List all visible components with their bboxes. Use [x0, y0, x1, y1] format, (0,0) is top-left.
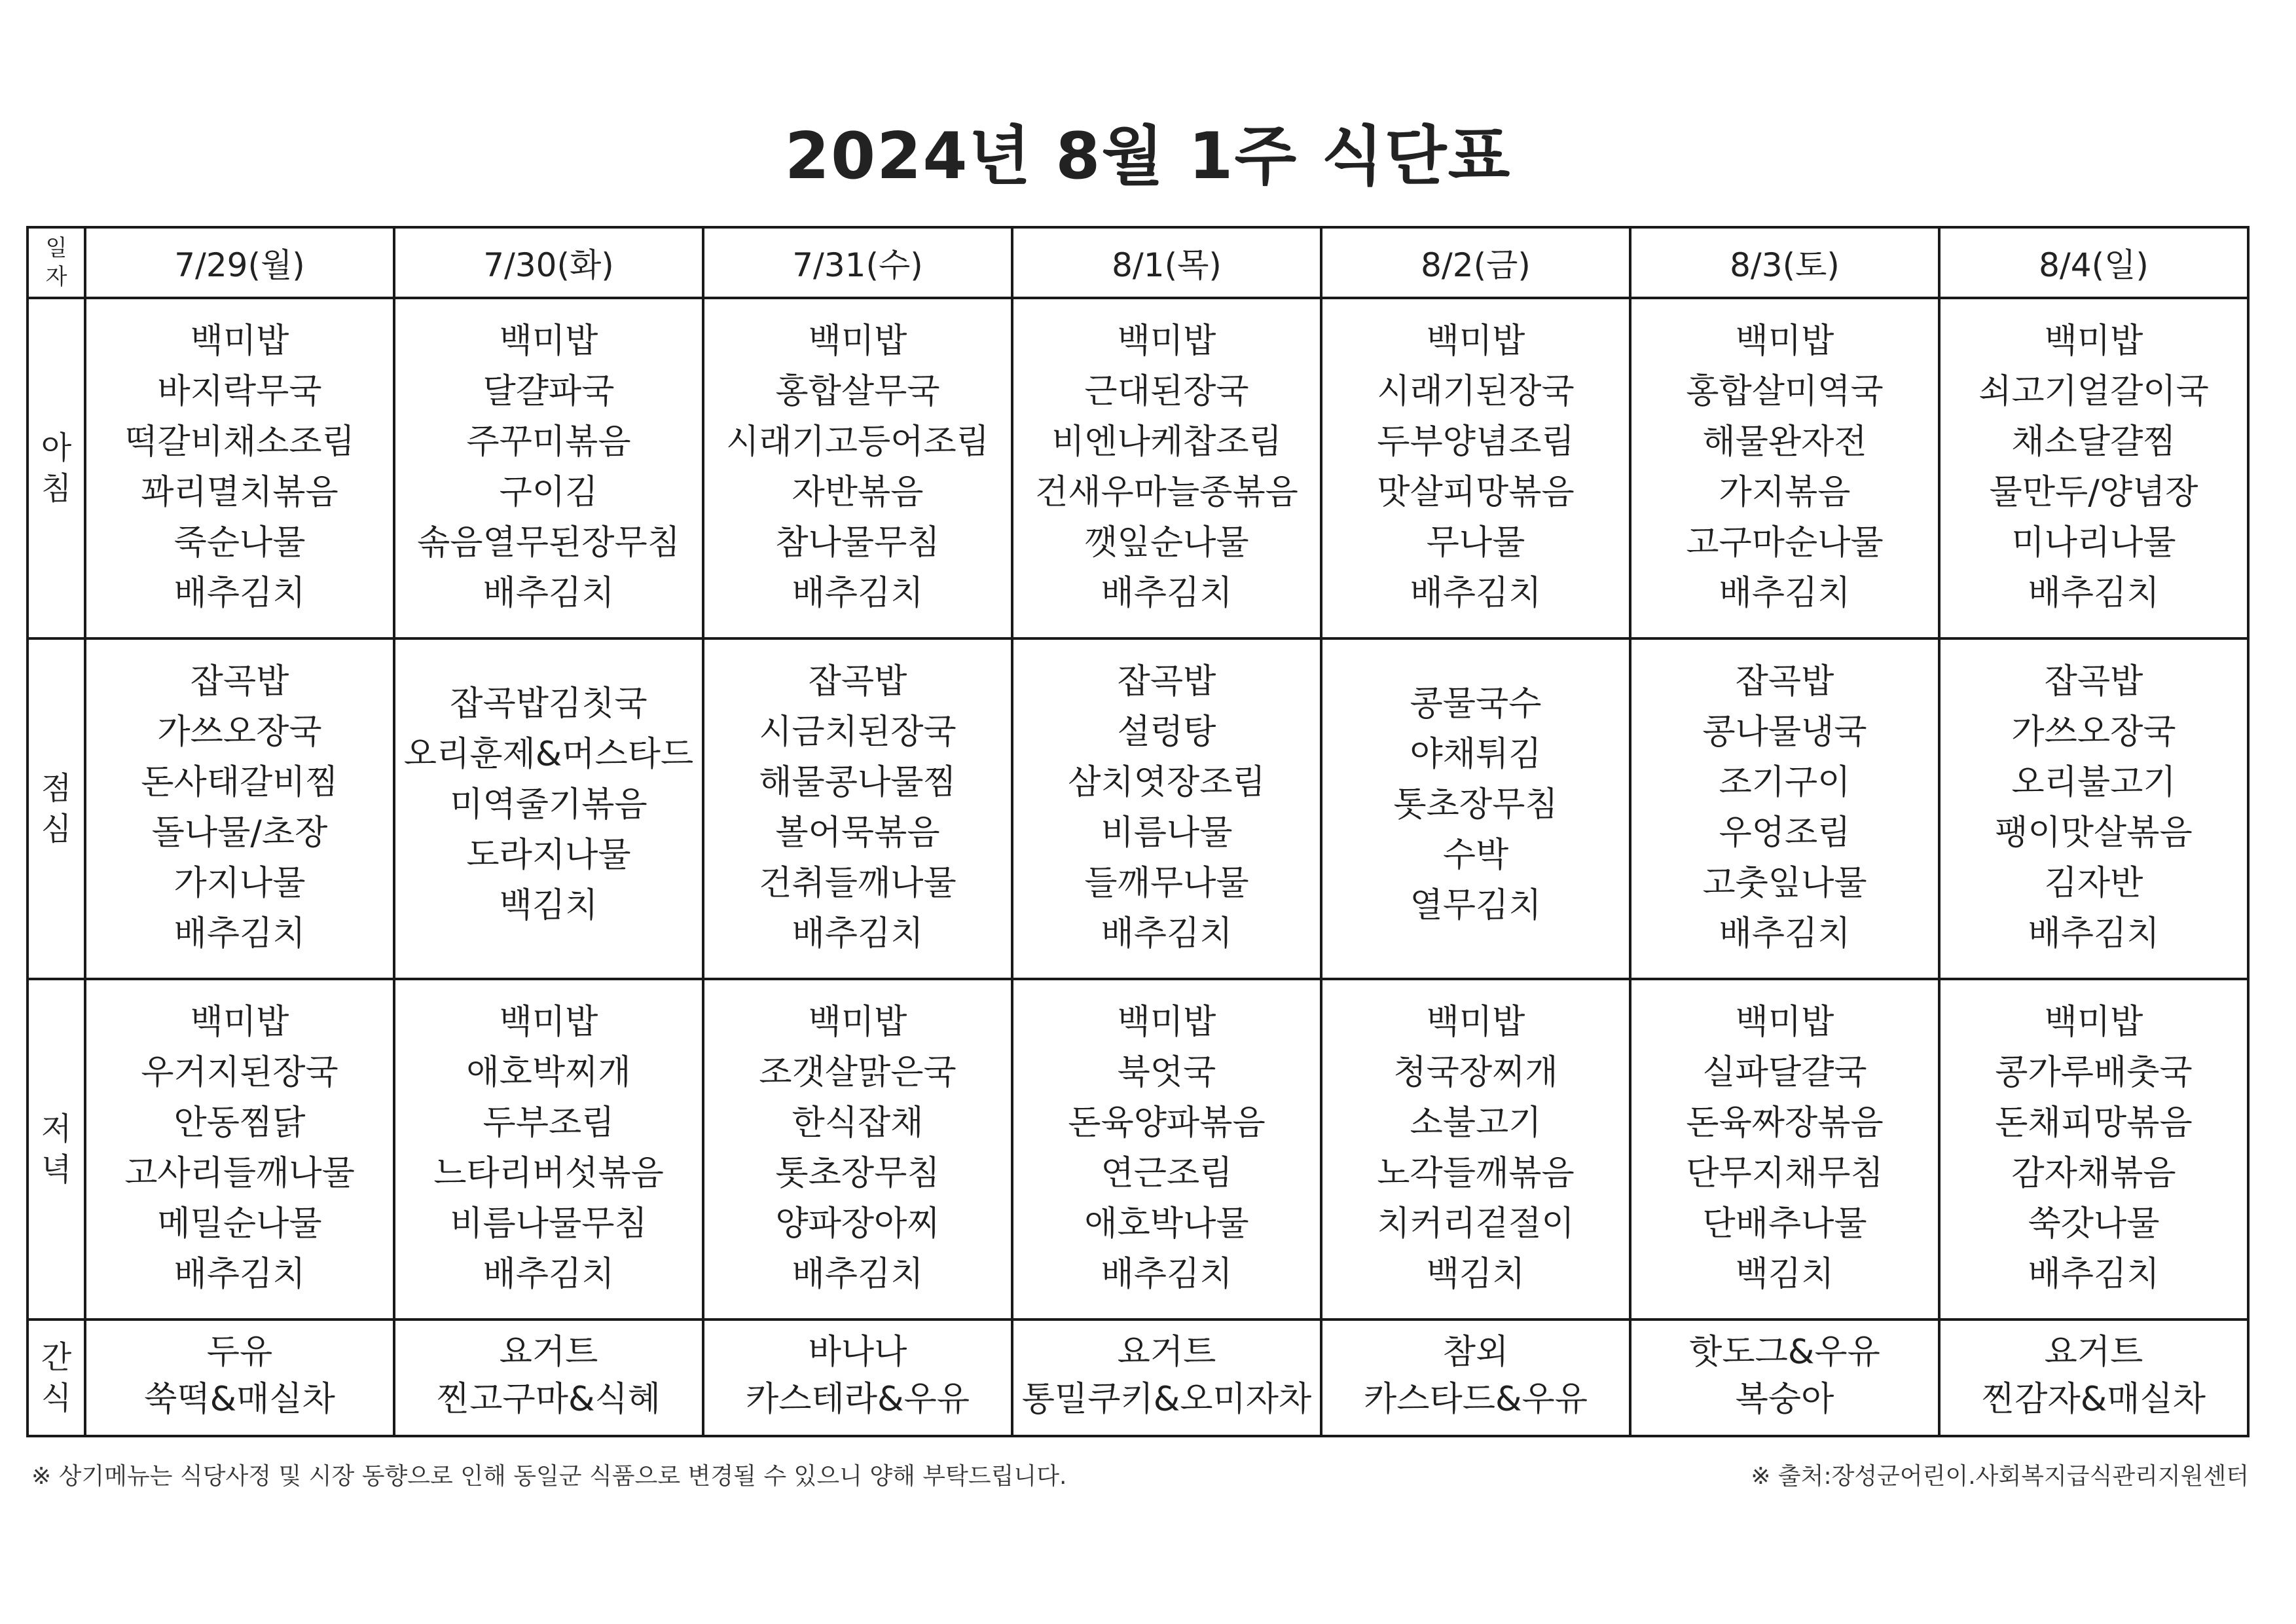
menu-item: 잡곡밥: [1735, 662, 1834, 701]
menu-item: 통밀쿠키&오미자차: [1021, 1380, 1312, 1419]
menu-item: 백미밥: [2044, 322, 2143, 361]
menu-item: 고구마순나물: [1686, 523, 1884, 563]
menu-item: 시래기고등어조림: [726, 422, 989, 462]
menu-item: 소불고기: [1410, 1103, 1542, 1143]
menu-item: 백미밥: [190, 322, 289, 361]
menu-item: 건취들깨나물: [759, 864, 957, 903]
menu-item: 백미밥: [808, 322, 907, 361]
menu-item: 카스테라&우유: [746, 1380, 970, 1419]
menu-item: 배추김치: [2028, 1255, 2160, 1294]
meal-label-char: 침: [41, 470, 72, 507]
menu-item: 배추김치: [483, 1255, 615, 1294]
menu-cell: [85, 1320, 394, 1436]
menu-item: 복숭아: [1735, 1380, 1834, 1419]
menu-item: 배추김치: [173, 914, 306, 953]
menu-item: 느타리버섯볶음: [433, 1154, 664, 1193]
date-cell: 7/29(월): [85, 227, 394, 298]
menu-item: 콩물국수: [1410, 684, 1542, 724]
footer-source: ※ 출처:장성군어린이.사회복지급식관리지원센터: [1751, 1463, 2249, 1490]
menu-item: 찐고구마&식혜: [437, 1380, 661, 1419]
date-cell: 8/4(일): [1939, 227, 2248, 298]
menu-item: 참외: [1442, 1333, 1509, 1372]
menu-item: 백미밥: [190, 1003, 289, 1042]
meal-label-char: 점: [41, 770, 72, 807]
menu-item: 주꾸미볶음: [466, 422, 631, 462]
menu-item: 배추김치: [792, 1255, 924, 1294]
menu-item: 요거트: [1117, 1333, 1216, 1372]
menu-cell: [1321, 298, 1630, 638]
menu-item: 돈사태갈비찜: [141, 763, 338, 802]
menu-item: 시금치된장국: [759, 712, 957, 752]
menu-item: 메밀순나물: [157, 1204, 322, 1244]
menu-item: 북엇국: [1117, 1053, 1216, 1092]
menu-item: 백미밥: [1426, 1003, 1525, 1042]
menu-item: 감자채볶음: [2011, 1154, 2176, 1193]
menu-item: 두부조림: [483, 1103, 615, 1143]
snack-row: [27, 1320, 2248, 1436]
menu-item: 달걀파국: [483, 372, 615, 411]
menu-item: 비름나물: [1101, 813, 1233, 853]
menu-item: 단배추나물: [1702, 1204, 1867, 1244]
menu-item: 팽이맛살볶음: [1995, 813, 2193, 853]
date-cell: 8/2(금): [1321, 227, 1630, 298]
menu-item: 잡곡밥김칫국: [450, 684, 647, 724]
menu-cell: [394, 1320, 703, 1436]
menu-item: 애호박찌개: [466, 1053, 631, 1092]
menu-cell: [394, 979, 703, 1320]
meal-label-char: 저: [41, 1111, 72, 1147]
menu-item: 애호박나물: [1084, 1204, 1249, 1244]
menu-item: 콩나물냉국: [1702, 712, 1867, 752]
meal-label-char: 간: [41, 1339, 72, 1376]
date-label-char: 자: [45, 264, 67, 290]
menu-item: 청국장찌개: [1393, 1053, 1558, 1092]
menu-item: 잡곡밥: [1117, 662, 1216, 701]
menu-item: 떡갈비채소조림: [124, 422, 355, 462]
menu-item: 가지나물: [173, 864, 306, 903]
menu-item: 야채튀김: [1410, 735, 1542, 774]
menu-item: 배추김치: [1719, 574, 1851, 613]
meal-label-char: 식: [41, 1380, 72, 1416]
menu-item: 돈육양파볶음: [1068, 1103, 1266, 1143]
menu-cell: [1939, 638, 2248, 979]
menu-cell: [1630, 1320, 1939, 1436]
menu-item: 시래기된장국: [1377, 372, 1575, 411]
menu-item: 고사리들깨나물: [124, 1154, 355, 1193]
menu-item: 콩가루배춧국: [1995, 1053, 2193, 1092]
meal-label-char: 녁: [41, 1151, 72, 1188]
menu-item: 배추김치: [2028, 574, 2160, 613]
menu-cell: [703, 979, 1012, 1320]
menu-item: 비름나물무침: [450, 1204, 647, 1244]
dinner-label: [27, 979, 85, 1320]
menu-cell: [394, 638, 703, 979]
menu-item: 볼어묵볶음: [775, 813, 940, 853]
menu-item: 백김치: [1426, 1255, 1525, 1294]
menu-item: 돌나물/초장: [151, 813, 328, 853]
menu-item: 설렁탕: [1117, 712, 1216, 752]
menu-cell: [1939, 1320, 2248, 1436]
menu-item: 꽈리멸치볶음: [141, 473, 338, 512]
menu-item: 실파달걀국: [1702, 1053, 1867, 1092]
menu-item: 해물콩나물찜: [759, 763, 957, 802]
menu-item: 백미밥: [808, 1003, 907, 1042]
menu-item: 쇠고기얼갈이국: [1978, 372, 2209, 411]
menu-cell: [1012, 298, 1321, 638]
menu-item: 자반볶음: [792, 473, 924, 512]
menu-item: 톳초장무침: [1393, 785, 1558, 824]
menu-item: 수박: [1442, 836, 1509, 875]
menu-item: 백미밥: [1426, 322, 1525, 361]
menu-cell: [85, 298, 394, 638]
menu-cell: [1012, 638, 1321, 979]
menu-item: 바지락무국: [157, 372, 322, 411]
menu-cell: [703, 638, 1012, 979]
menu-item: 돈육짜장볶음: [1686, 1103, 1884, 1143]
menu-item: 배추김치: [2028, 914, 2160, 953]
menu-item: 백미밥: [1735, 322, 1834, 361]
menu-item: 우거지된장국: [141, 1053, 338, 1092]
menu-item: 무나물: [1426, 523, 1525, 563]
menu-item: 가지볶음: [1719, 473, 1851, 512]
menu-item: 잡곡밥: [808, 662, 907, 701]
menu-item: 도라지나물: [466, 836, 631, 875]
menu-item: 배추김치: [1719, 914, 1851, 953]
menu-item: 홍합살무국: [775, 372, 940, 411]
menu-item: 바나나: [808, 1333, 907, 1372]
date-cell: 8/1(목): [1012, 227, 1321, 298]
menu-item: 미역줄기볶음: [450, 785, 647, 824]
menu-item: 카스타드&우유: [1364, 1380, 1588, 1419]
page-title: 2024년 8월 1주 식단표: [784, 119, 1512, 194]
menu-item: 잡곡밥: [2044, 662, 2143, 701]
menu-item: 건새우마늘종볶음: [1035, 473, 1298, 512]
menu-item: 핫도그&우유: [1689, 1333, 1880, 1372]
menu-item: 미나리나물: [2011, 523, 2176, 563]
menu-item: 배추김치: [792, 574, 924, 613]
menu-item: 치커리겉절이: [1377, 1204, 1575, 1244]
menu-item: 배추김치: [1410, 574, 1542, 613]
menu-item: 오리불고기: [2011, 763, 2176, 802]
meal-label-char: 심: [41, 811, 72, 847]
meal-label-char: 아: [41, 430, 72, 466]
menu-item: 채소달걀찜: [2011, 422, 2176, 462]
menu-item: 백김치: [499, 886, 598, 925]
menu-item: 연근조림: [1101, 1154, 1233, 1193]
footer-note: ※ 상기메뉴는 식당사정 및 시장 동향으로 인해 동일군 식품으로 변경될 수 있으니 양해 부탁드립니다.: [31, 1463, 1067, 1490]
menu-item: 해물완자전: [1702, 422, 1867, 462]
menu-item: 비엔나케찹조림: [1051, 422, 1282, 462]
date-cell: 8/3(토): [1630, 227, 1939, 298]
menu-item: 백미밥: [1735, 1003, 1834, 1042]
menu-item: 단무지채무침: [1686, 1154, 1884, 1193]
menu-item: 우엉조림: [1719, 813, 1851, 853]
menu-item: 홍합살미역국: [1686, 372, 1884, 411]
date-label-cell: [27, 227, 85, 298]
menu-item: 백미밥: [1117, 1003, 1216, 1042]
menu-cell: [1939, 979, 2248, 1320]
menu-item: 안동찜닭: [173, 1103, 306, 1143]
menu-cell: [1321, 1320, 1630, 1436]
menu-cell: [703, 298, 1012, 638]
menu-cell: [1630, 638, 1939, 979]
menu-item: 돈채피망볶음: [1995, 1103, 2193, 1143]
menu-item: 조갯살맑은국: [759, 1053, 957, 1092]
menu-item: 깻잎순나물: [1084, 523, 1249, 563]
menu-item: 백미밥: [1117, 322, 1216, 361]
menu-item: 두부양념조림: [1377, 422, 1575, 462]
menu-item: 백미밥: [499, 322, 598, 361]
menu-item: 물만두/양념장: [1989, 473, 2198, 512]
menu-cell: [394, 298, 703, 638]
date-cell: 7/30(화): [394, 227, 703, 298]
menu-item: 찐감자&매실차: [1982, 1380, 2206, 1419]
menu-cell: [1012, 1320, 1321, 1436]
menu-item: 열무김치: [1410, 886, 1542, 925]
menu-cell: [1321, 638, 1630, 979]
menu-item: 죽순나물: [173, 523, 306, 563]
menu-item: 쑥갓나물: [2028, 1204, 2160, 1244]
menu-item: 들깨무나물: [1084, 864, 1249, 903]
menu-cell: [1012, 979, 1321, 1320]
menu-cell: [85, 638, 394, 979]
menu-item: 배추김치: [792, 914, 924, 953]
menu-item: 구이김: [499, 473, 598, 512]
menu-item: 배추김치: [483, 574, 615, 613]
snack-label: [27, 1320, 85, 1436]
menu-item: 한식잡채: [792, 1103, 924, 1143]
menu-item: 배추김치: [1101, 574, 1233, 613]
lunch-row: [27, 638, 2248, 979]
menu-item: 삼치엿장조림: [1068, 763, 1266, 802]
menu-item: 두유: [206, 1333, 273, 1372]
menu-item: 배추김치: [173, 1255, 306, 1294]
menu-item: 요거트: [2044, 1333, 2143, 1372]
menu-item: 참나물무침: [775, 523, 940, 563]
menu-cell: [85, 979, 394, 1320]
menu-cell: [703, 1320, 1012, 1436]
menu-item: 배추김치: [1101, 914, 1233, 953]
date-header-row: [27, 227, 2248, 298]
menu-item: 요거트: [499, 1333, 598, 1372]
dinner-row: [27, 979, 2248, 1320]
menu-item: 배추김치: [173, 574, 306, 613]
menu-item: 톳초장무침: [775, 1154, 940, 1193]
menu-item: 솎음열무된장무침: [417, 523, 680, 563]
lunch-label: [27, 638, 85, 979]
menu-item: 조기구이: [1719, 763, 1851, 802]
menu-cell: [1321, 979, 1630, 1320]
breakfast-row: [27, 298, 2248, 638]
menu-item: 가쓰오장국: [2011, 712, 2176, 752]
menu-item: 노각들깨볶음: [1377, 1154, 1575, 1193]
menu-cell: [1630, 298, 1939, 638]
menu-item: 오리훈제&머스타드: [403, 735, 694, 774]
menu-item: 백미밥: [499, 1003, 598, 1042]
menu-item: 배추김치: [1101, 1255, 1233, 1294]
menu-item: 근대된장국: [1084, 372, 1249, 411]
menu-table: [26, 226, 2250, 1437]
menu-item: 백미밥: [2044, 1003, 2143, 1042]
menu-cell: [1630, 979, 1939, 1320]
menu-item: 김자반: [2044, 864, 2143, 903]
menu-cell: [1939, 298, 2248, 638]
menu-item: 가쓰오장국: [157, 712, 322, 752]
menu-item: 쑥떡&매실차: [144, 1380, 335, 1419]
menu-item: 맛살피망볶음: [1377, 473, 1575, 512]
menu-item: 잡곡밥: [190, 662, 289, 701]
menu-item: 양파장아찌: [775, 1204, 940, 1244]
menu-item: 고춧잎나물: [1702, 864, 1867, 903]
date-label-char: 일: [45, 235, 67, 261]
breakfast-label: [27, 298, 85, 638]
date-cell: 7/31(수): [703, 227, 1012, 298]
menu-item: 백김치: [1735, 1255, 1834, 1294]
